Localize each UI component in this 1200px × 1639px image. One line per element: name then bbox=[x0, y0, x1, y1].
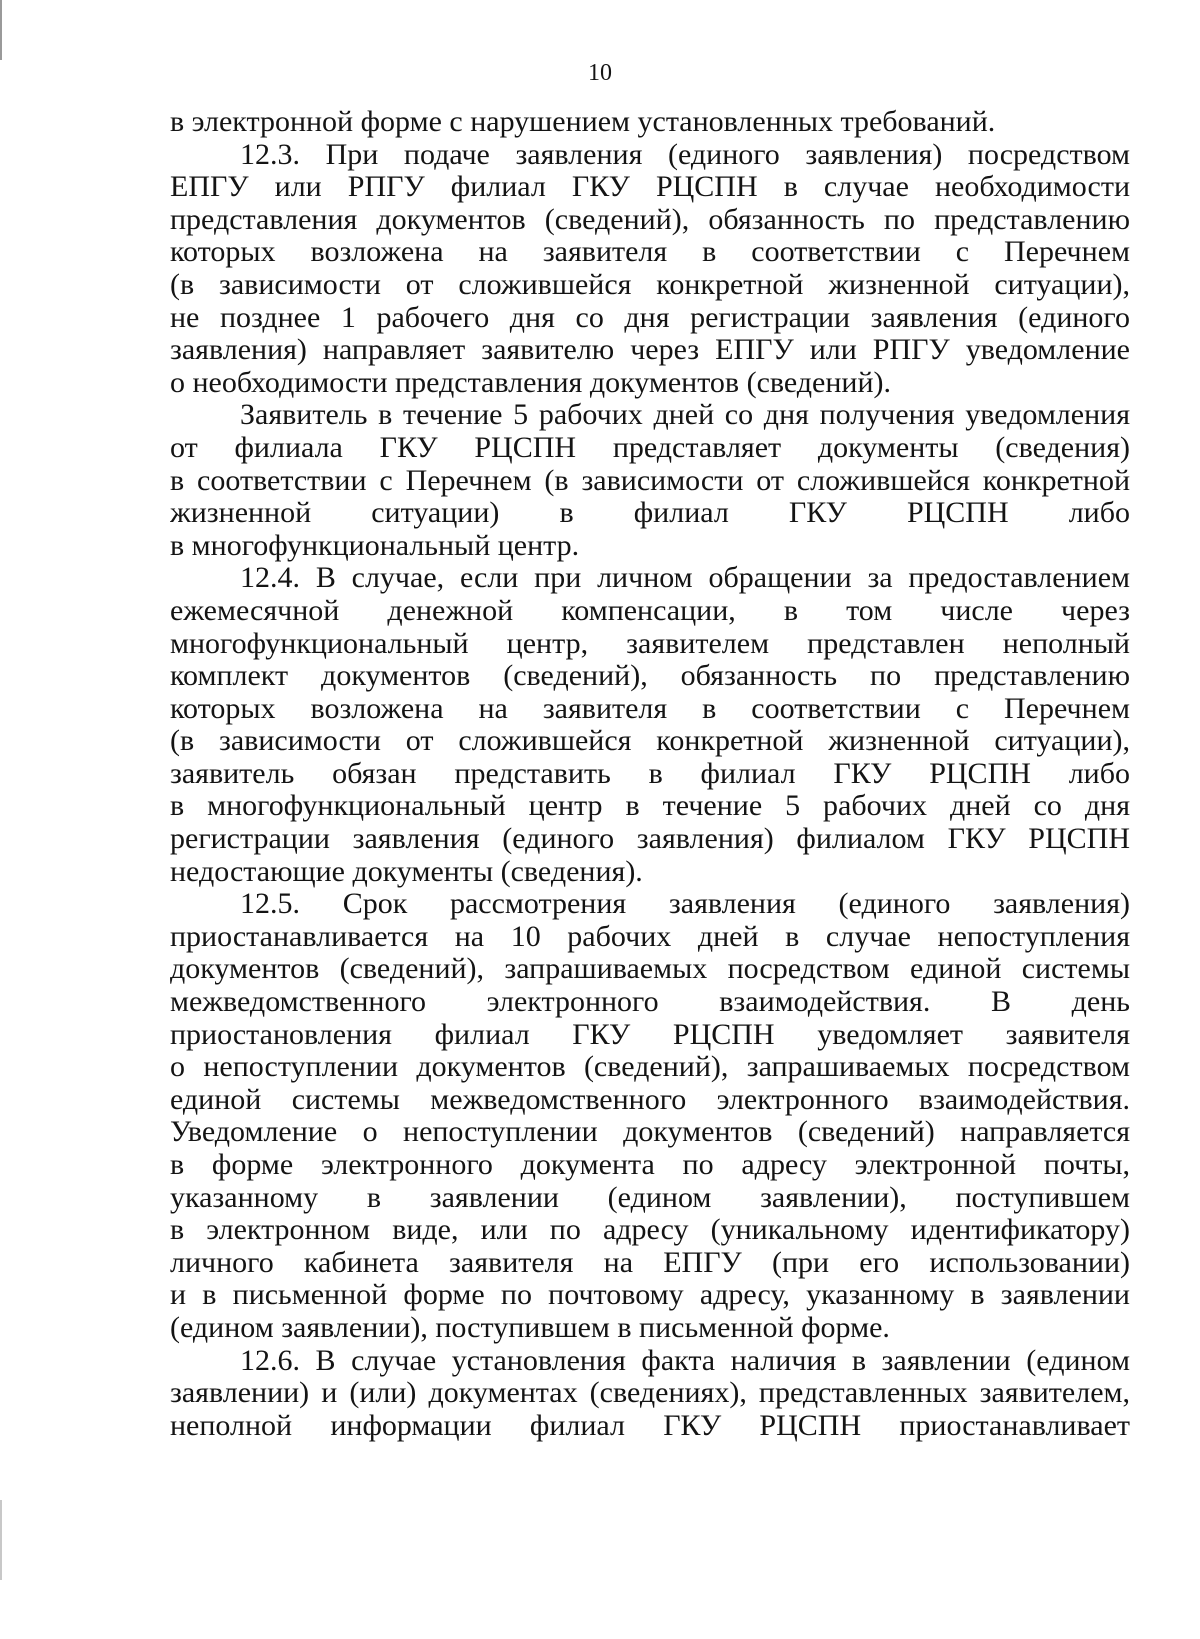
text-line: в электронном виде, или по адресу (уникальному идентификатору) bbox=[170, 1214, 1130, 1247]
text-line: личного кабинета заявителя на ЕПГУ (при его использовании) bbox=[170, 1246, 1130, 1279]
text-line: в соответствии с Перечнем (в зависимости от сложившейся конкретной bbox=[170, 464, 1130, 497]
text-line: указанному в заявлении (едином заявлении), поступившем bbox=[170, 1181, 1130, 1214]
text-line: от филиала ГКУ РЦСПН представляет документы (сведения) bbox=[170, 431, 1130, 464]
text-line: о необходимости представления документов (сведений). bbox=[170, 366, 892, 399]
text-line: 12.4. В случае, если при личном обращении за предоставлением bbox=[240, 562, 1130, 595]
text-line: единой системы межведомственного электронного взаимодействия. bbox=[170, 1083, 1130, 1116]
text-line: о непоступлении документов (сведений), запрашиваемых посредством bbox=[170, 1051, 1130, 1084]
text-line: (в зависимости от сложившейся конкретной жизненной ситуации), bbox=[170, 268, 1130, 301]
text-line: которых возложена на заявителя в соответствии с Перечнем bbox=[170, 236, 1130, 269]
text-line: неполной информации филиал ГКУ РЦСПН приостанавливает bbox=[170, 1409, 1130, 1442]
text-line: Уведомление о непоступлении документов (сведений) направляется bbox=[170, 1116, 1130, 1149]
text-line: регистрации заявления (единого заявления) филиалом ГКУ РЦСПН bbox=[170, 823, 1130, 856]
text-line: заявления) направляет заявителю через ЕПГУ или РПГУ уведомление bbox=[170, 334, 1130, 367]
text-line: в многофункциональный центр. bbox=[170, 529, 580, 562]
document-body bbox=[170, 106, 1130, 1442]
text-line: в форме электронного документа по адресу электронной почты, bbox=[170, 1149, 1130, 1181]
text-line: документов (сведений), запрашиваемых посредством единой системы bbox=[170, 953, 1130, 986]
text-line: многофункциональный центр, заявителем представлен неполный bbox=[170, 627, 1130, 660]
text-line: межведомственного электронного взаимодействия. В день bbox=[170, 986, 1130, 1019]
page-number: 10 bbox=[588, 60, 612, 86]
text-line: недостающие документы (сведения). bbox=[170, 855, 643, 888]
text-line: 12.5. Срок рассмотрения заявления (единого заявления) bbox=[240, 888, 1130, 921]
scan-edge-mark bbox=[0, 1500, 2, 1580]
text-line: ЕПГУ или РПГУ филиал ГКУ РЦСПН в случае необходимости bbox=[170, 171, 1130, 204]
text-line: комплект документов (сведений), обязанность по представлению bbox=[170, 660, 1130, 693]
text-line: приостанавливается на 10 рабочих дней в случае непоступления bbox=[170, 920, 1130, 953]
text-line: (едином заявлении), поступившем в письменной форме. bbox=[170, 1311, 890, 1344]
text-line: и в письменной форме по почтовому адресу, указанному в заявлении bbox=[170, 1279, 1130, 1312]
text-line: Заявитель в течение 5 рабочих дней со дня получения уведомления bbox=[240, 399, 1130, 432]
text-line: заявитель обязан представить в филиал ГКУ РЦСПН либо bbox=[170, 757, 1130, 790]
text-line: представления документов (сведений), обязанность по представлению bbox=[170, 203, 1130, 236]
text-line: жизненной ситуации) в филиал ГКУ РЦСПН либо bbox=[170, 497, 1130, 530]
text-line: в электронной форме с нарушением установленных требований. bbox=[170, 106, 996, 138]
text-line: 12.3. При подаче заявления (единого заявления) посредством bbox=[240, 138, 1130, 171]
text-line: ежемесячной денежной компенсации, в том числе через bbox=[170, 594, 1130, 627]
text-line: приостановления филиал ГКУ РЦСПН уведомляет заявителя bbox=[170, 1018, 1130, 1051]
text-line: 12.6. В случае установления факта наличия в заявлении (едином bbox=[240, 1344, 1130, 1377]
text-line: (в зависимости от сложившейся конкретной жизненной ситуации), bbox=[170, 725, 1130, 758]
text-line: в многофункциональный центр в течение 5 рабочих дней со дня bbox=[170, 790, 1130, 823]
scan-edge-mark bbox=[0, 0, 2, 60]
text-line: заявлении) и (или) документах (сведениях), представленных заявителем, bbox=[170, 1377, 1130, 1410]
text-line: которых возложена на заявителя в соответствии с Перечнем bbox=[170, 692, 1130, 725]
text-line: не позднее 1 рабочего дня со дня регистрации заявления (единого bbox=[170, 301, 1130, 334]
